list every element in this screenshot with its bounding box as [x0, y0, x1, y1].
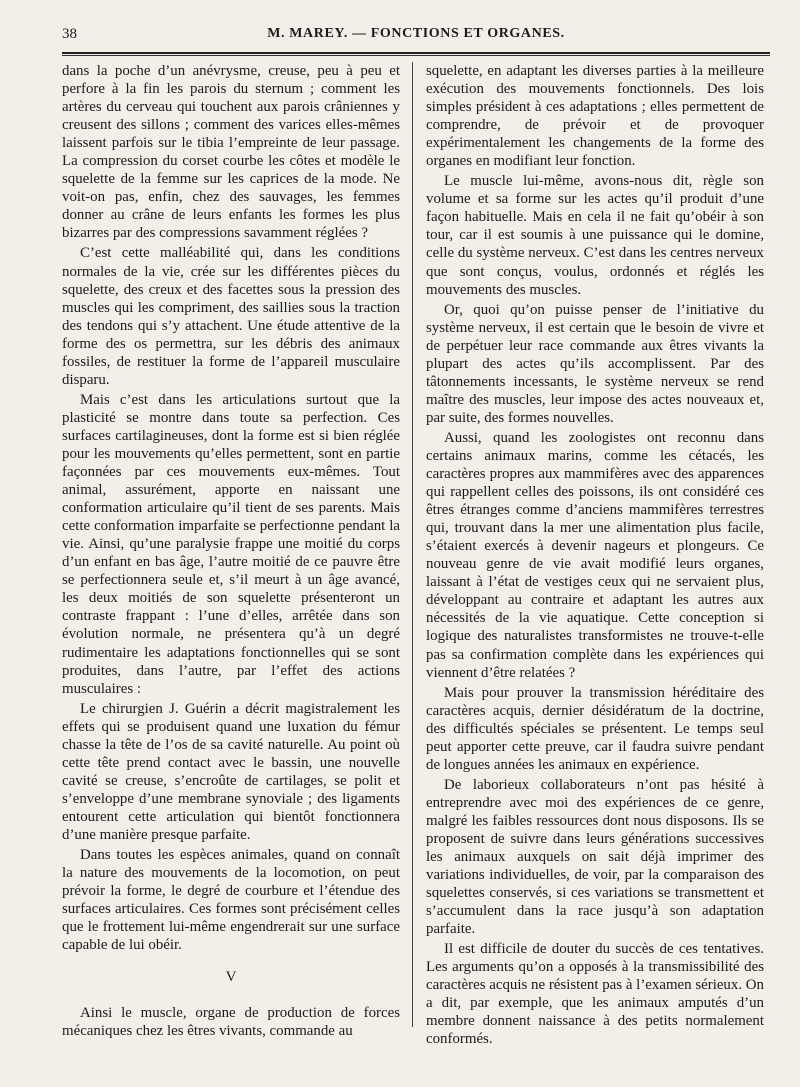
right-column — [426, 62, 764, 1051]
running-title: M. MAREY. — FONCTIONS ET ORGANES. — [267, 26, 565, 41]
paragraph: Mais c’est dans les articulations surtout que la plasticité se montre dans toute sa perfection. Ces surfaces cartilagineuses, dont la forme est si bien réglée pour les mouvements qu’elles permettent, sont en partie façonnées par ces mouvements eux-mêmes. Tout animal, assurément, apporte en naissant une conformation articulaire qu’il tient de ses parents. Mais cette conformation imparfaite se perfectionne pendant la vie. Ainsi, qu’une paralysie frappe une moitié du corps d’un enfant en bas âge, l’autre moitié de ce pauvre être se perfectionnera seule et, s’il meurt à un âge avancé, les deux moitiés de son squelette présenteront un contraste frappant : l’une d’elles, arrêtée dans son évolution normale, ne présentera qu’à un degré rudimentaire les adaptations fonctionnelles qui se sont produites, dans l’autre, par l’effet des actions musculaires : — [62, 391, 400, 697]
paragraph: C’est cette malléabilité qui, dans les conditions normales de la vie, crée sur les différentes pièces du squelette, des creux et des facettes sous la pression des muscles qui les compriment, des saillies sous la traction des tendons qui s’y attachent. Une étude attentive de la forme des os permettra, sur les débris des animaux fossiles, de restituer la forme de l’appareil musculaire disparu. — [62, 245, 400, 388]
paragraph: Le chirurgien J. Guérin a décrit magistralement les effets qui se produisent quand une luxation du fémur chasse la tête de l’os de sa cavité naturelle. Au point où cette tête prend contact avec le bassin, une nouvelle cavité se creuse, s’encroûte de cartilages, se polit et s’enveloppe d’une membrane synoviale ; des ligaments entourent cette articulation qui bientôt fonctionnera d’une manière presque parfaite. — [62, 700, 400, 843]
column-divider — [412, 62, 413, 1027]
paragraph: Dans toutes les espèces animales, quand on connaît la nature des mouvements de la locomotion, on peut prévoir la forme, le degré de courbure et l’étendue des surfaces articulaires. Ces formes sont précisément celles que le frottement lui-même engendrerait sur une surface capable de lui obéir. — [62, 847, 400, 954]
paragraph: squelette, en adaptant les diverses parties à la meilleure exécution des mouvements fonctionnels. Des lois simples président à ces adaptations ; elles permettent de comprendre, de prévoir et de provoquer expérimentalement les changements de la forme des organes en modifiant leur fonction. — [426, 63, 764, 170]
paragraph: Or, quoi qu’on puisse penser de l’initiative du système nerveux, il est certain que le besoin de vivre et de perpétuer leur race commande aux êtres vivants la plupart des actes qu’ils accomplissent. Par des tâtonnements incessants, le système nerveux se rend maître des muscles, leur impose des actes nouveaux et, par suite, des formes nouvelles. — [426, 301, 764, 426]
paragraph: Il est difficile de douter du succès de ces tentatives. Les arguments qu’on a opposés à la transmissibilité des caractères acquis ne résistent pas à l’examen sérieux. On a dit, par exemple, que les animaux amputés d’un membre donnent naissance à des petits normalement conformés. — [426, 941, 764, 1048]
paragraph: Le muscle lui-même, avons-nous dit, règle son volume et sa forme sur les actes qu’il produit d’une façon habituelle. Mais en cela il ne fait qu’obéir à son tour, car il est soumis à une puissance qui le domine, celle du système nerveux. C’est dans les centres nerveux que sont conçus, voulus, ordonnés et réglés les mouvements des muscles. — [426, 173, 764, 298]
header-rule — [62, 52, 770, 56]
paragraph: Aussi, quand les zoologistes ont reconnu dans certains animaux marins, comme les cétacés, les caractères propres aux mammifères avec des apparences qui rappellent celles des poissons, ils ont considéré ces êtres étranges comme d’anciens mammifères terrestres qui, trouvant dans la mer une alimentation plus facile, s’étaient exercés à devenir nageurs et plongeurs. Ce nouveau genre de vie avait modifié leurs organes, laissant à l’état de vestiges ceux qui ne servaient plus, développant au contraire et adaptant les autres aux nécessités de la vie aquatique. Cette conception si logique des naturalistes transformistes ne trouve-t-elle pas sa confirmation complète dans les expériences qui viennent d’être relatées ? — [426, 429, 764, 681]
left-column — [62, 62, 400, 1042]
paragraph: Mais pour prouver la transmission héréditaire des caractères acquis, dernier désidératum de la doctrine, des difficultés spéciales se présentent. Le temps seul peut apporter cette preuve, car il faudra suivre pendant de longues années les animaux en expérience. — [426, 684, 764, 773]
section-heading: V — [225, 969, 237, 986]
page-number: 38 — [62, 26, 77, 42]
paragraph: De laborieux collaborateurs n’ont pas hésité à entreprendre avec moi des expériences de ce genre, malgré les faibles ressources dont nous disposons. Ils se proposent de suivre dans leurs générations successives les animaux auxquels on sait déjà imprimer des variations individuelles, de voir, par la comparaison des squelettes conservés, si ces variations se transmettent et s’accumulent dans la race jusqu’à son adaptation parfaite. — [426, 776, 764, 938]
paragraph: Ainsi le muscle, organe de production de forces mécaniques chez les êtres vivants, commande au — [62, 1005, 400, 1040]
page-header — [62, 22, 770, 46]
paragraph: dans la poche d’un anévrysme, creuse, peu à peu et perfore à la fin les parois du sternum ; comment les artères du cerveau qui touchent aux parois crâniennes y creusent des sillons ; comment des varices elles-mêmes laissent parfois sur le tibia l’empreinte de leur passage. La compression du corset courbe les côtes et modèle le squelette de la femme sur les caprices de la mode. Ne voit-on pas, enfin, chez des sauvages, les femmes donner au crâne de leurs enfants les formes les plus bizarres par des compressions savamment réglées ? — [62, 63, 400, 242]
